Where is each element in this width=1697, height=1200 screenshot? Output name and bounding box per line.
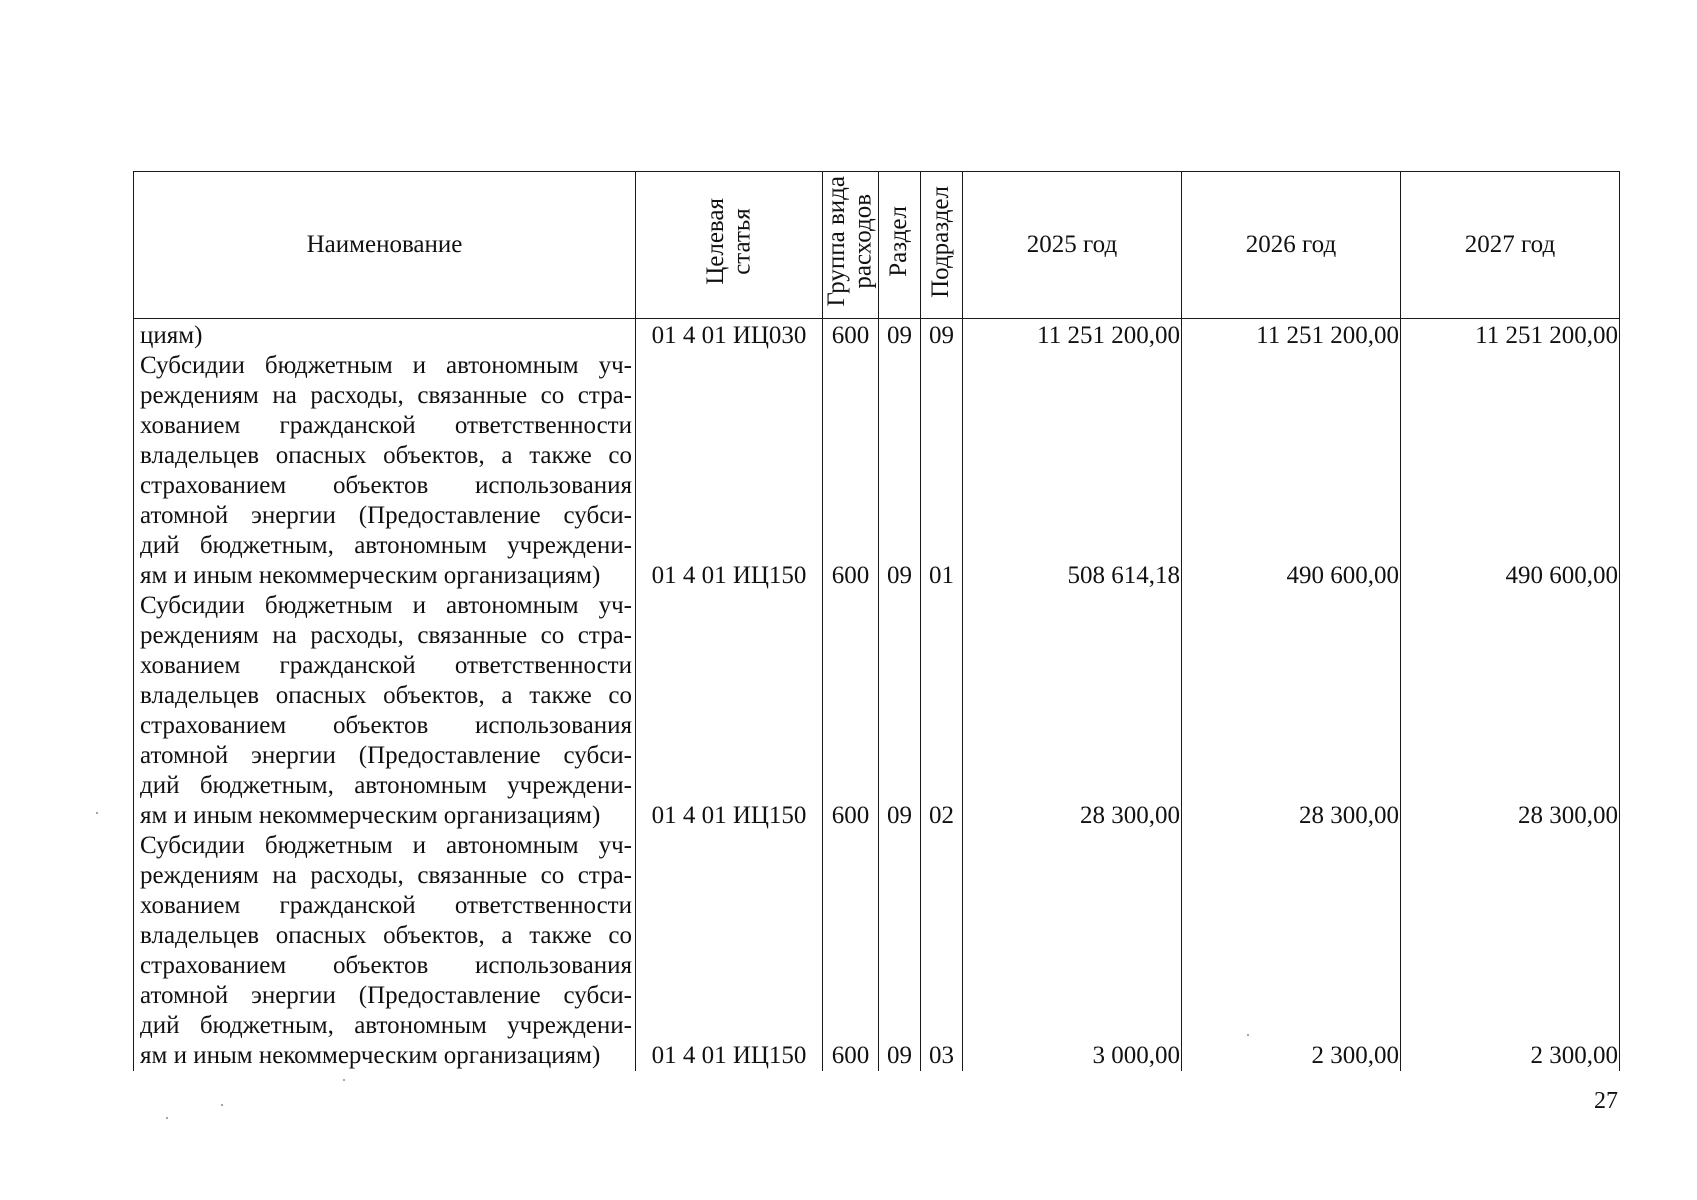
subsection-cell: 02 <box>921 591 963 831</box>
name-cell <box>134 591 636 831</box>
expense-group-cell: 600 <box>823 831 879 1071</box>
section-cell: 09 <box>879 831 921 1071</box>
target-article-cell: 01 4 01 ИЦ150 <box>636 591 823 831</box>
header-year-2025: 2025 год <box>963 172 1182 319</box>
name-line: страхованием объектов использования <box>140 952 632 979</box>
year-2027-cell: 2 300,00 <box>1401 831 1620 1071</box>
name-line: хованием гражданской ответственности <box>140 412 632 439</box>
subsection-cell: 09 <box>921 319 963 352</box>
table-row <box>134 591 1620 831</box>
name-line: атомной энергии (Предоставление субси- <box>140 982 632 1009</box>
target-article-cell: 01 4 01 ИЦ150 <box>636 831 823 1071</box>
name-line: хованием гражданской ответственности <box>140 892 632 919</box>
section-cell: 09 <box>879 351 921 591</box>
section-cell: 09 <box>879 319 921 352</box>
target-article-cell: 01 4 01 ИЦ150 <box>636 351 823 591</box>
header-subsection: Подраздел <box>921 172 963 319</box>
name-line: страхованием объектов использования <box>140 712 632 739</box>
year-2025-cell: 28 300,00 <box>963 591 1182 831</box>
year-2026-cell: 2 300,00 <box>1182 831 1401 1071</box>
header-name: Наименование <box>134 172 636 319</box>
expense-group-cell: 600 <box>823 351 879 591</box>
table-row <box>134 351 1620 591</box>
year-2025-cell: 11 251 200,00 <box>963 319 1182 352</box>
name-line: атомной энергии (Предоставление субси- <box>140 502 632 529</box>
name-line: атомной энергии (Предоставление субси- <box>140 742 632 769</box>
table-header-row <box>134 172 1620 319</box>
header-target-article-label: Целевая статья <box>701 198 755 285</box>
header-target-article <box>636 172 823 319</box>
name-line: ям и иным некоммерческим организациям) <box>140 1042 601 1069</box>
name-line: хованием гражданской ответственности <box>140 652 632 679</box>
name-line: ям и иным некоммерческим организациям) <box>140 562 601 589</box>
name-line: реждениям на расходы, связанные со стра- <box>140 382 632 409</box>
header-expense-group-label: Группа вида расходов <box>823 176 877 307</box>
table-row <box>134 831 1620 1071</box>
year-2027-cell: 490 600,00 <box>1401 351 1620 591</box>
name-line: дий бюджетным, автономным учреждени- <box>140 532 632 559</box>
subsection-cell: 01 <box>921 351 963 591</box>
scan-speck <box>166 1117 168 1119</box>
expense-group-cell: 600 <box>823 319 879 352</box>
header-year-2026: 2026 год <box>1182 172 1401 319</box>
name-line: реждениям на расходы, связанные со стра- <box>140 622 632 649</box>
year-2026-cell: 28 300,00 <box>1182 591 1401 831</box>
scan-speck <box>343 1079 345 1081</box>
name-cell <box>134 831 636 1071</box>
name-line: Субсидии бюджетным и автономным уч- <box>140 592 632 619</box>
header-expense-group <box>823 172 879 319</box>
target-article-cell: 01 4 01 ИЦ030 <box>636 319 823 352</box>
table-row <box>134 319 1620 352</box>
header-section: Раздел <box>879 172 921 319</box>
name-line: дий бюджетным, автономным учреждени- <box>140 1012 632 1039</box>
name-line: дий бюджетным, автономным учреждени- <box>140 772 632 799</box>
name-line: владельцев опасных объектов, а также со <box>140 442 632 469</box>
name-line: владельцев опасных объектов, а также со <box>140 682 632 709</box>
name-cell <box>134 319 636 352</box>
name-line: реждениям на расходы, связанные со стра- <box>140 862 632 889</box>
year-2026-cell: 11 251 200,00 <box>1182 319 1401 352</box>
scan-speck <box>96 812 98 814</box>
scan-speck <box>221 1104 223 1106</box>
name-line: владельцев опасных объектов, а также со <box>140 922 632 949</box>
page-number: 27 <box>1594 1088 1618 1114</box>
name-line: страхованием объектов использования <box>140 472 632 499</box>
name-line: циям) <box>140 322 203 349</box>
budget-table <box>133 171 1620 1071</box>
year-2027-cell: 28 300,00 <box>1401 591 1620 831</box>
scan-speck <box>1247 1034 1249 1036</box>
table-body <box>134 319 1620 1072</box>
year-2026-cell: 490 600,00 <box>1182 351 1401 591</box>
year-2025-cell: 508 614,18 <box>963 351 1182 591</box>
name-line: Субсидии бюджетным и автономным уч- <box>140 352 632 379</box>
section-cell: 09 <box>879 591 921 831</box>
name-line: Субсидии бюджетным и автономным уч- <box>140 832 632 859</box>
expense-group-cell: 600 <box>823 591 879 831</box>
subsection-cell: 03 <box>921 831 963 1071</box>
year-2025-cell: 3 000,00 <box>963 831 1182 1071</box>
header-year-2027: 2027 год <box>1401 172 1620 319</box>
year-2027-cell: 11 251 200,00 <box>1401 319 1620 352</box>
name-line: ям и иным некоммерческим организациям) <box>140 802 601 829</box>
name-cell <box>134 351 636 591</box>
